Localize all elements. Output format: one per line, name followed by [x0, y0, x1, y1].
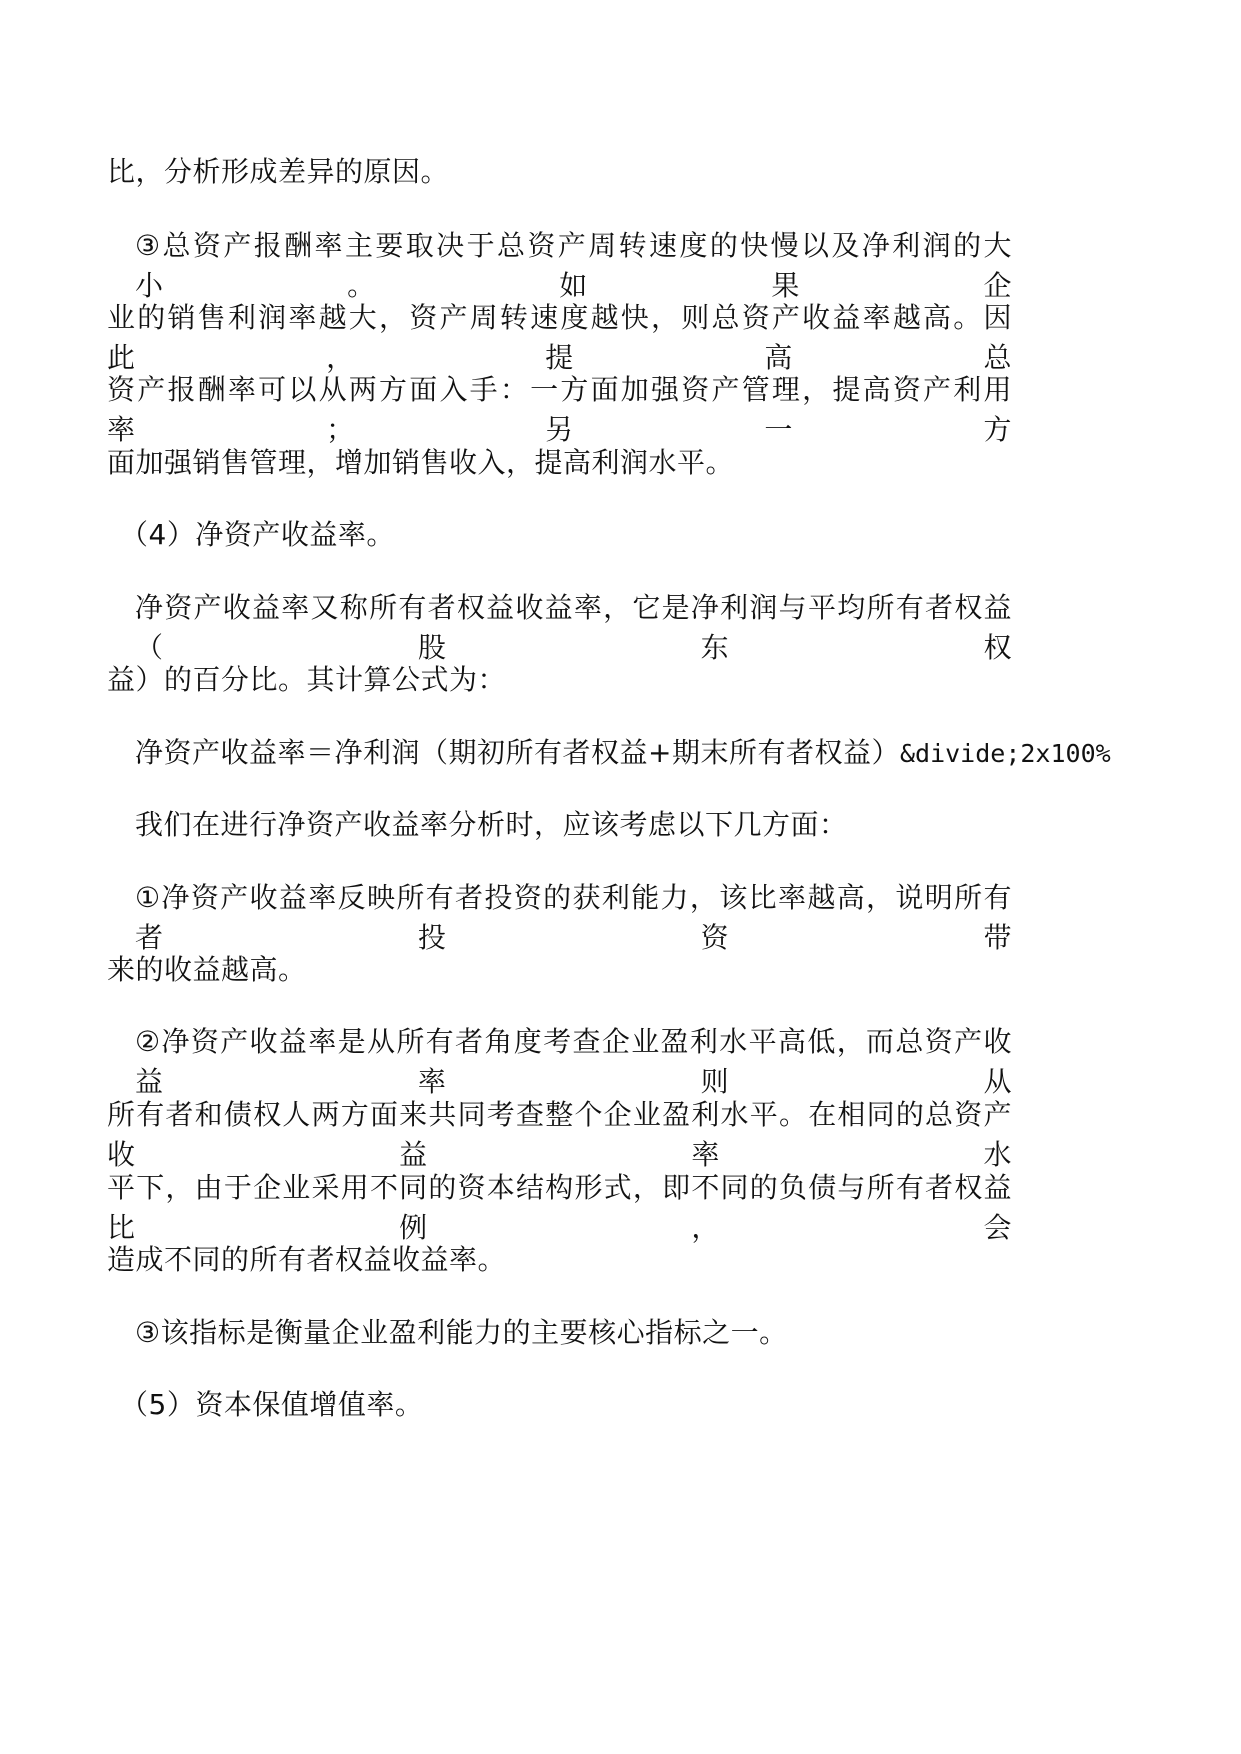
formula-text: 净资产收益率＝净利润（期初所有者权益+期末所有者权益） [135, 736, 900, 769]
text-line: 面加强销售管理，增加销售收入，提高利润水平。 [107, 446, 735, 479]
text-line: 益）的百分比。其计算公式为： [107, 663, 507, 696]
text-line: ③该指标是衡量企业盈利能力的主要核心指标之一。 [135, 1316, 788, 1349]
text-line: 我们在进行净资产收益率分析时，应该考虑以下几方面： [135, 808, 848, 841]
text-line: 所有者和债权人两方面来共同考查整个企业盈利水平。在相同的总资产收益率水 [107, 1098, 1012, 1171]
text-line: 造成不同的所有者权益收益率。 [107, 1243, 507, 1276]
formula-suffix: &divide;2x100% [899, 739, 1111, 768]
text-line: 净资产收益率又称所有者权益收益率，它是净利润与平均所有者权益（股东权 [135, 591, 1012, 664]
text-line: 平下，由于企业采用不同的资本结构形式，即不同的负债与所有者权益比例，会 [107, 1171, 1012, 1244]
text-line: ③总资产报酬率主要取决于总资产周转速度的快慢以及净利润的大小。如果企 [135, 229, 1012, 302]
text-line: 资产报酬率可以从两方面入手：一方面加强资产管理，提高资产利用率；另一方 [107, 373, 1012, 446]
section-heading: （5）资本保值增值率。 [120, 1388, 424, 1421]
section-heading: （4）净资产收益率。 [120, 518, 395, 551]
text-line: ①净资产收益率反映所有者投资的获利能力，该比率越高，说明所有者投资带 [135, 881, 1012, 954]
text-line: 比，分析形成差异的原因。 [107, 155, 450, 188]
text-line: 来的收益越高。 [107, 953, 307, 986]
text-line: ②净资产收益率是从所有者角度考查企业盈利水平高低，而总资产收益率则从 [135, 1025, 1012, 1098]
formula-line [135, 733, 1165, 774]
text-line: 业的销售利润率越大，资产周转速度越快，则总资产收益率越高。因此，提高总 [107, 301, 1012, 374]
